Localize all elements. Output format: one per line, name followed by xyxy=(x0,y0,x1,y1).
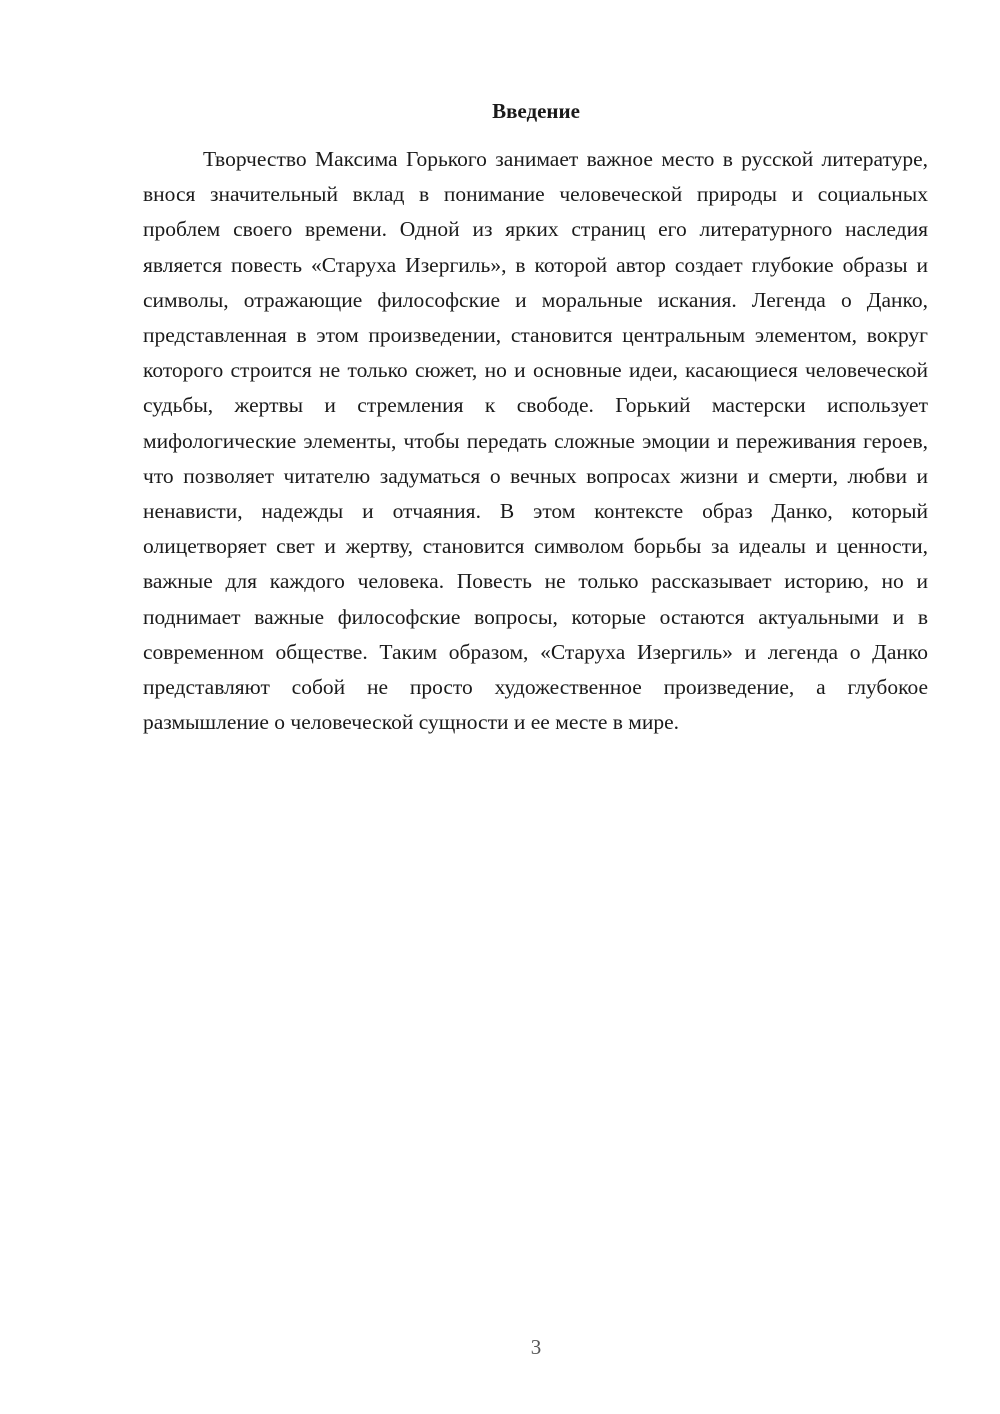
page-number: 3 xyxy=(530,1335,542,1359)
body-paragraph: Творчество Максима Горького занимает важное место в русской литературе, внося значительный вклад в понимание человеческой природы и социальных проблем своего времени. Одной из ярких страниц его литературного наследия является повесть «Старуха Изергиль», в которой автор создает глубокие образы и символы, отражающие философские и моральные искания. Легенда о Данко, представленная в этом произведении, становится центральным элементом, вокруг которого строится не только сюжет, но и основные идеи, касающиеся человеческой судьбы, жертвы и стремления к свободе. Горький мастерски использует мифологические элементы, чтобы передать сложные эмоции и переживания героев, что позволяет читателю задуматься о вечных вопросах жизни и смерти, любви и ненависти, надежды и отчаяния. В этом контексте образ Данко, который олицетворяет свет и жертву, становится символом борьбы за идеалы и ценности, важные для каждого человека. Повесть не только рассказывает историю, но и поднимает важные философские вопросы, которые остаются актуальными и в современном обществе. Таким образом, «Старуха Изергиль» и легенда о Данко представляют собой не просто художественное произведение, а глубокое размышление о человеческой сущности и ее месте в мире. xyxy=(143,147,928,735)
section-heading: Введение xyxy=(492,99,580,123)
